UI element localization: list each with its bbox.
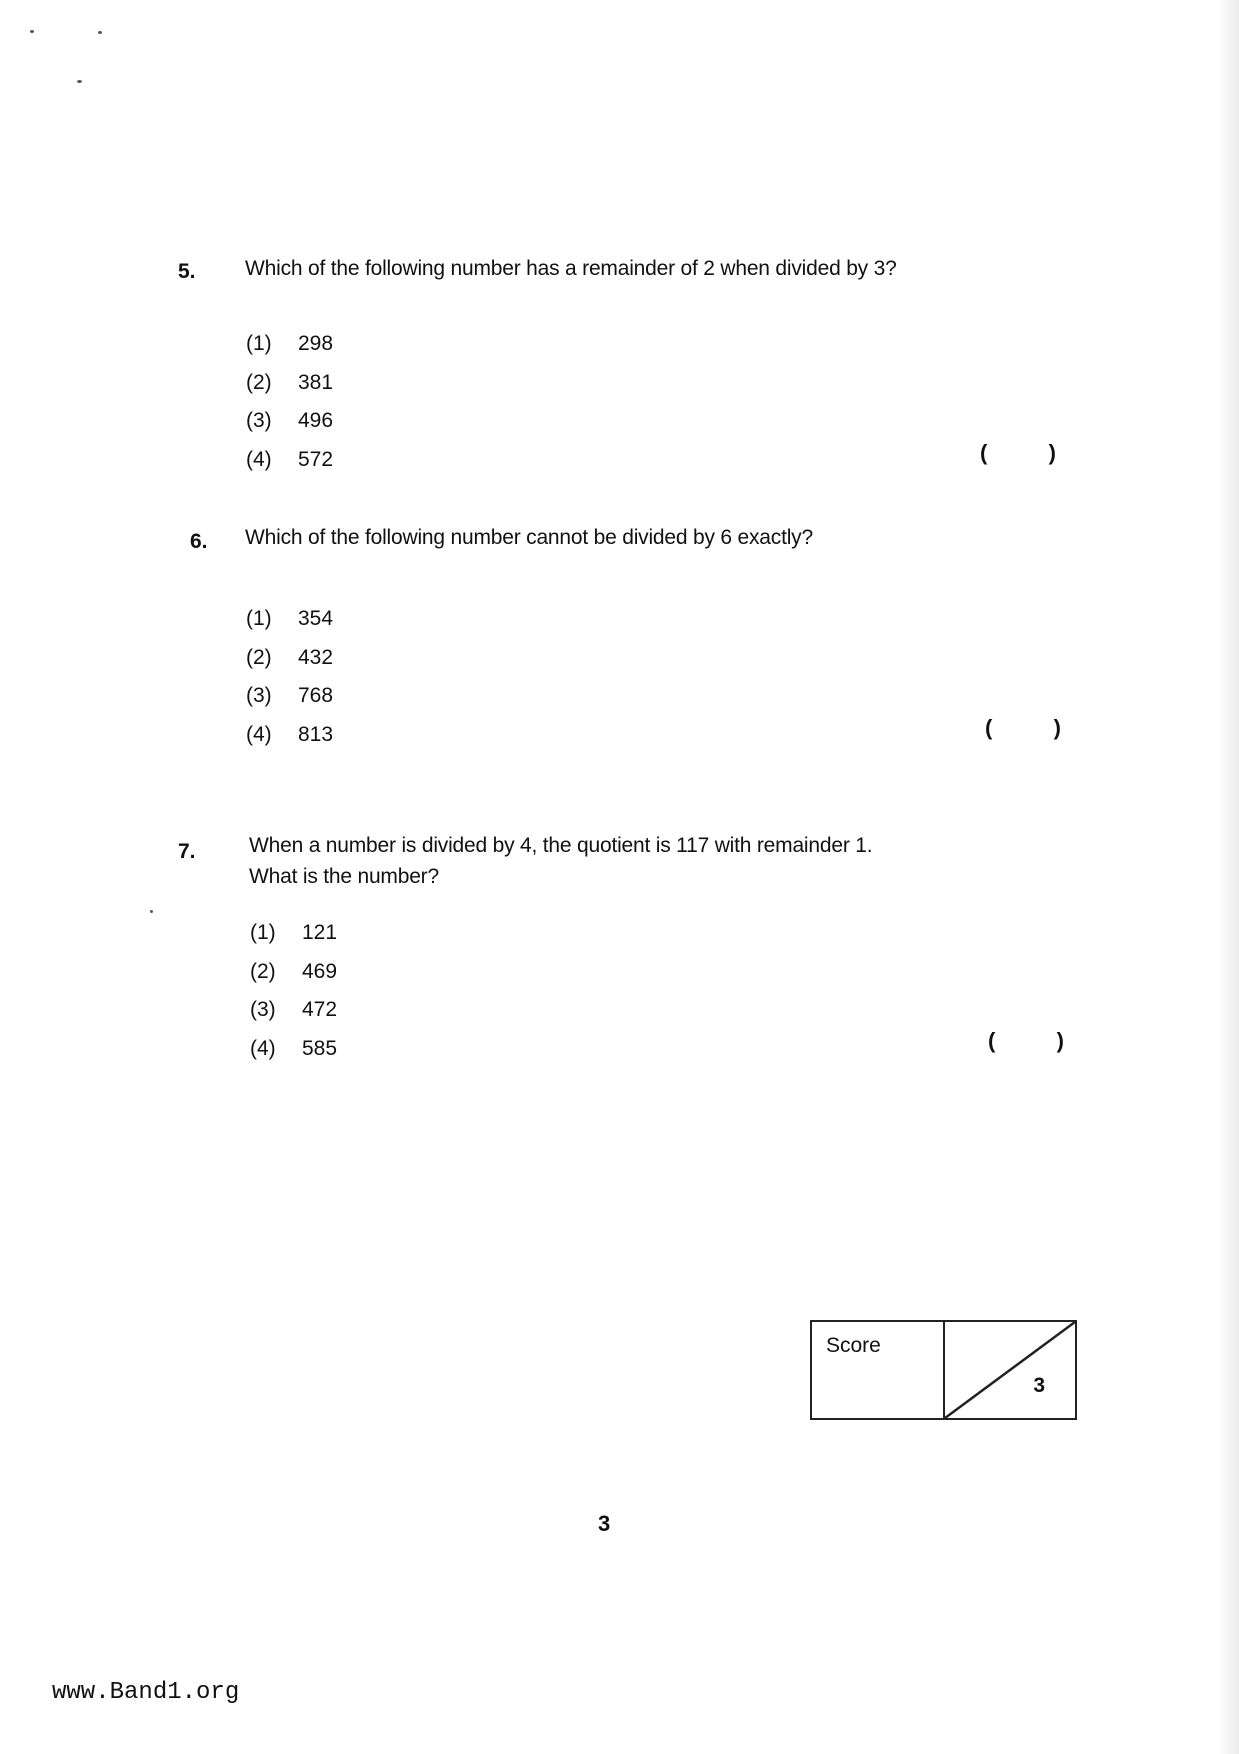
question-text bbox=[249, 830, 872, 892]
option-value: 768 bbox=[298, 684, 334, 707]
option[interactable] bbox=[250, 921, 337, 960]
answer-open-paren: ( bbox=[985, 715, 993, 740]
answer-blank[interactable] bbox=[988, 1028, 1064, 1054]
answer-blank[interactable] bbox=[980, 440, 1056, 466]
option-value: 298 bbox=[298, 332, 334, 355]
option-label: (4) bbox=[246, 722, 272, 746]
option-value: 354 bbox=[298, 607, 334, 630]
scan-speck bbox=[77, 80, 82, 83]
option-list bbox=[246, 607, 333, 761]
option[interactable] bbox=[246, 371, 333, 410]
question-number: 6. bbox=[190, 530, 208, 553]
option-label: (2) bbox=[246, 370, 272, 394]
scan-edge-shadow bbox=[1217, 0, 1239, 1754]
option[interactable] bbox=[246, 332, 333, 371]
question-text-line: Which of the following number has a remainder of 2 when divided by 3? bbox=[245, 257, 897, 280]
page-number: 3 bbox=[598, 1511, 611, 1536]
question-text bbox=[245, 522, 813, 553]
score-box bbox=[810, 1320, 1077, 1420]
question-text bbox=[245, 253, 897, 284]
option-value: 585 bbox=[302, 1036, 338, 1060]
option-value: 496 bbox=[298, 409, 334, 432]
option-value: 381 bbox=[298, 370, 334, 394]
option-label: (4) bbox=[250, 1036, 276, 1060]
option[interactable] bbox=[246, 684, 333, 723]
option-label: (4) bbox=[246, 447, 272, 471]
option[interactable] bbox=[246, 723, 333, 762]
scan-speck bbox=[150, 910, 153, 913]
option[interactable] bbox=[250, 998, 337, 1037]
option-label: (1) bbox=[246, 607, 272, 630]
score-entry-cell[interactable] bbox=[945, 1322, 1075, 1418]
option-label: (2) bbox=[250, 959, 276, 983]
score-label: Score bbox=[826, 1334, 881, 1357]
scan-speck bbox=[30, 30, 34, 33]
option[interactable] bbox=[246, 448, 333, 487]
question-number: 7. bbox=[178, 840, 196, 863]
question-text-line: What is the number? bbox=[249, 865, 439, 888]
question-text-line: When a number is divided by 4, the quotient is 117 with remainder 1. bbox=[249, 834, 873, 857]
score-max: 3 bbox=[1033, 1374, 1045, 1397]
option[interactable] bbox=[246, 646, 333, 685]
watermark: www.Band1.org bbox=[52, 1679, 240, 1706]
option[interactable] bbox=[246, 409, 333, 448]
option-label: (2) bbox=[246, 645, 272, 669]
option-label: (1) bbox=[250, 921, 276, 944]
option[interactable] bbox=[250, 960, 337, 999]
answer-close-paren: ) bbox=[1048, 440, 1056, 465]
score-label-cell bbox=[812, 1322, 945, 1418]
option-value: 572 bbox=[298, 447, 334, 471]
answer-open-paren: ( bbox=[980, 440, 988, 465]
option-label: (3) bbox=[246, 409, 272, 432]
option-list bbox=[246, 332, 333, 486]
option-value: 121 bbox=[302, 921, 338, 944]
option-value: 469 bbox=[302, 959, 338, 983]
answer-blank[interactable] bbox=[985, 715, 1061, 741]
option-value: 472 bbox=[302, 998, 338, 1021]
option-value: 813 bbox=[298, 722, 334, 746]
option[interactable] bbox=[250, 1037, 337, 1076]
question-number: 5. bbox=[178, 260, 196, 283]
answer-open-paren: ( bbox=[988, 1028, 996, 1053]
option-label: (3) bbox=[246, 684, 272, 707]
answer-close-paren: ) bbox=[1053, 715, 1061, 740]
score-diagonal-line bbox=[945, 1322, 1075, 1418]
option-label: (3) bbox=[250, 998, 276, 1021]
option[interactable] bbox=[246, 607, 333, 646]
option-value: 432 bbox=[298, 645, 334, 669]
option-label: (1) bbox=[246, 332, 272, 355]
question-text-line: Which of the following number cannot be divided by 6 exactly? bbox=[245, 526, 813, 549]
answer-close-paren: ) bbox=[1056, 1028, 1064, 1053]
scan-speck bbox=[98, 31, 102, 34]
option-list bbox=[250, 921, 337, 1075]
